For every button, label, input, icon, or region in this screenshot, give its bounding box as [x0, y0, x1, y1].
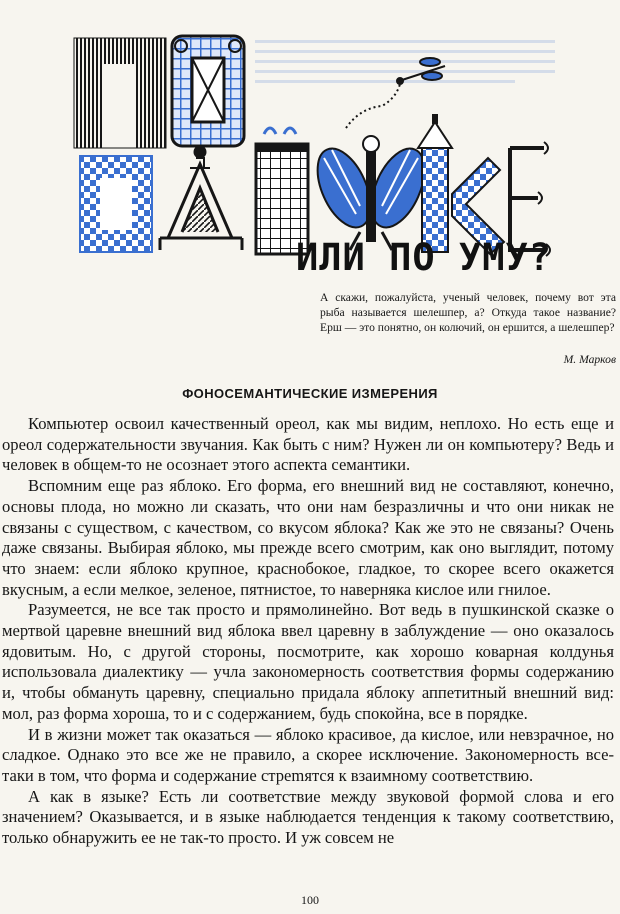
letter-de-tent — [160, 147, 242, 250]
dragonfly-icon — [346, 58, 445, 128]
letter-zhe-butterfly — [307, 136, 435, 250]
section-heading: ФОНОСЕМАНТИЧЕСКИЕ ИЗМЕРЕНИЯ — [182, 386, 438, 401]
paragraph: Разумеется, не все так просто и прямолинейно. Вот ведь в пушкинской сказке о мертвой царевне внешний вид яблока ввел царевну в заблуждение — оно оказалось ядовитым. Но, с другой стороны, посмотрите, как хорошо коварная колдунья использовала диалектику — учла закономерность соответствия формы содержанию и, чтобы обмануть царевну, специально придала яблоку аппетитный внешний вид: мол, раз форма хороша, то и с содержанием, будь спокойна, все в порядке. — [2, 600, 614, 723]
subtitle: ИЛИ ПО УМУ? — [296, 236, 553, 279]
epigraph-author: М. Марков — [563, 353, 616, 366]
article-body — [2, 414, 614, 849]
paragraph: Вспомним еще раз яблоко. Его форма, его внешний вид не составляют, конечно, основы плода, но можно ли сказать, что они нам безразличны и что они никак не связаны с существом, с качеством, со вкусом яблока? Как же это не связаны? Очень даже связаны. Выбирая яблоко, мы прежде всего смотрим, как оно выглядит, потому что знаем: если яблоко крупное, краснобокое, гладкое, то скорее всего окажется вкусным, а если мелкое, зеленое, пятнистое, то наверняка кислое или гнилое. — [2, 476, 614, 599]
letter-pe-striped — [74, 38, 166, 148]
paragraph: И в жизни может так оказаться — яблоко красивое, да кислое, или невзрачное, но сладкое. Однако это все же не правило, а скорее исключение. Закономерность все-таки в том, что форма и содержание стреmятся к взаимному соответствию. — [2, 724, 614, 785]
letter-o-grid — [172, 36, 244, 146]
epigraph-quote: А скажи, пожалуйста, ученый человек, почему вот эта рыба называется шелешпер, а? Откуда такое название? Ерш — это понятно, он колючий, он ершится, а шелешпер? — [320, 291, 616, 334]
letter-o-checkered — [80, 156, 152, 252]
paragraph: Компьютер освоил качественный ореол, как мы видим, неплохо. Но есть еще и ореол содержательности звучания. Как быть с ним? Нужен ли он компьютеру? Ведь и человек в общем-то не осознает этого аспекта семантики. — [2, 414, 614, 475]
page-number: 100 — [301, 893, 319, 907]
paragraph: А как в языке? Есть ли соответствие между звуковой формой слова и его значением? Оказывается, и в языке наблюдается тенденция к такому соответствию, только обнаружить ее не так-то просто. И уж совсем не — [2, 786, 614, 848]
faint-background-lines — [255, 40, 555, 83]
letter-ka-castle — [418, 114, 504, 254]
